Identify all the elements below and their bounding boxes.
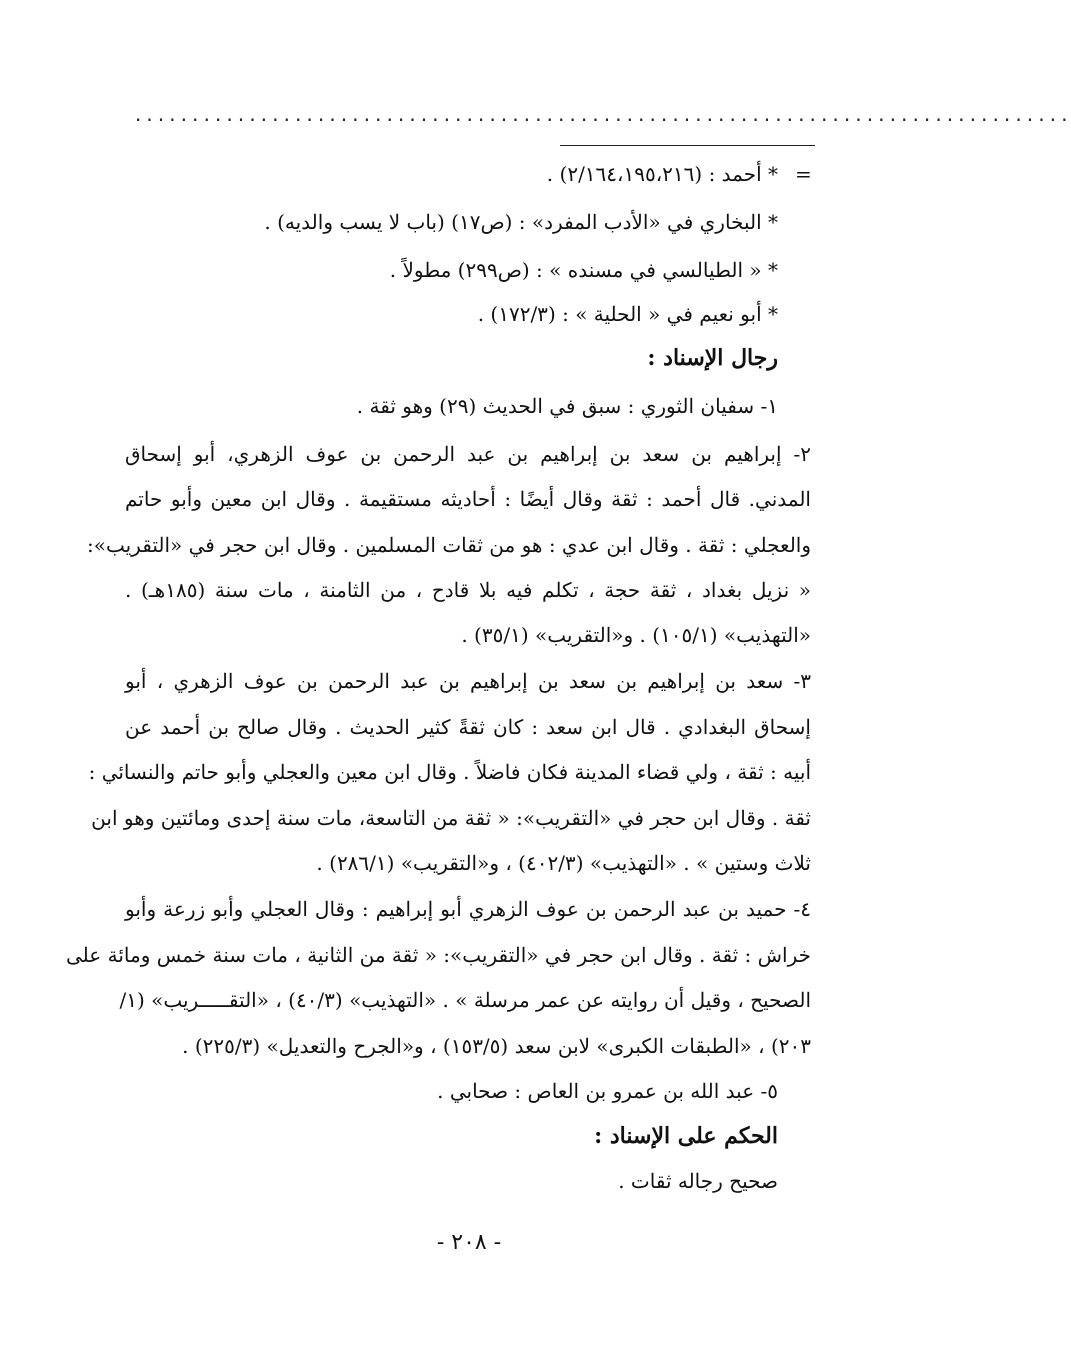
source-bukhari: * البخاري في «الأدب المفرد» : (ص١٧) (باب لا يسب والديه) . bbox=[264, 210, 778, 234]
narrator-line: خراش : ثقة . وقال ابن حجر في «التقريب»: « ثقة من الثانية ، مات سنة خمس ومائة على bbox=[66, 943, 811, 967]
narrator-line: ١- سفيان الثوري : سبق في الحديث (٢٩) وهو ثقة . bbox=[356, 394, 778, 418]
narrator-line: أبيه : ثقة ، ولي قضاء المدينة فكان فاضلاً . وقال ابن معين والعجلي وأبو حاتم والنسائي : bbox=[88, 760, 811, 784]
page-number: - ٢٠٨ - bbox=[436, 1230, 502, 1255]
narrator-line: ثقة . وقال ابن حجر في «التقريب»: « ثقة من التاسعة، مات سنة إحدى ومائتين وهو ابن bbox=[91, 806, 811, 830]
source-tayalisi: * « الطيالسي في مسنده » : (ص٢٩٩) مطولاً . bbox=[389, 258, 778, 282]
narrator-line: « نزيل بغداد ، ثقة حجة ، تكلم فيه بلا قادح ، من الثامنة ، مات سنة (١٨٥هـ) . bbox=[125, 578, 811, 602]
narrator-line: ٢- إبراهيم بن سعد بن إبراهيم بن عبد الرحمن بن عوف الزهري، أبو إسحاق bbox=[125, 442, 811, 466]
narrator-line: الصحيح ، وقيل أن روايته عن عمر مرسلة » . «التهذيب» (٤٠/٣) ، «التقـــــريب» (١/ bbox=[119, 988, 811, 1012]
narrator-line: المدني. قال أحمد : ثقة وقال أيضًا : أحاديثه مستقيمة . وقال ابن معين وأبو حاتم bbox=[125, 487, 811, 511]
source-abu-nuaym: * أبو نعيم في « الحلية » : (١٧٢/٣) . bbox=[477, 302, 778, 326]
source-ahmad: * أحمد : (٢/١٦٤،١٩٥،٢١٦) . bbox=[546, 162, 778, 186]
narrator-line: ٥- عبد الله بن عمرو بن العاص : صحابي . bbox=[437, 1079, 778, 1103]
heading-narrators: رجال الإسناد : bbox=[647, 345, 778, 371]
narrator-line: ٢٠٣) ، «الطبقات الكبرى» لابن سعد (١٥٣/٥) ، و«الجرح والتعديل» (٢٢٥/٣) . bbox=[182, 1034, 811, 1058]
footnote-rule bbox=[560, 145, 815, 146]
narrator-line: ٤- حميد بن عبد الرحمن بن عوف الزهري أبو إبراهيم : وقال العجلي وأبو زرعة وأبو bbox=[125, 897, 811, 921]
narrator-line: والعجلي : ثقة . وقال ابن عدي : هو من ثقات المسلمين . وقال ابن حجر في «التقريب»: bbox=[86, 533, 811, 557]
dotted-separator: .................................................................................. bbox=[133, 106, 1071, 126]
narrator-line: إسحاق البغدادي . قال ابن سعد : كان ثقةً كثير الحديث . وقال صالح بن أحمد عن bbox=[125, 715, 811, 739]
narrator-line: ثلاث وستين » . «التهذيب» (٤٠٢/٣) ، و«التقريب» (٢٨٦/١) . bbox=[316, 851, 811, 875]
heading-ruling: الحكم على الإسناد : bbox=[594, 1123, 778, 1149]
ruling-text: صحيح رجاله ثقات . bbox=[618, 1169, 778, 1193]
narrator-line: «التهذيب» (١٠٥/١) . و«التقريب» (٣٥/١) . bbox=[461, 623, 811, 647]
narrator-line: ٣- سعد بن إبراهيم بن سعد بن إبراهيم بن عبد الرحمن بن عوف الزهري ، أبو bbox=[125, 669, 811, 693]
continuation-mark: = bbox=[795, 162, 812, 186]
